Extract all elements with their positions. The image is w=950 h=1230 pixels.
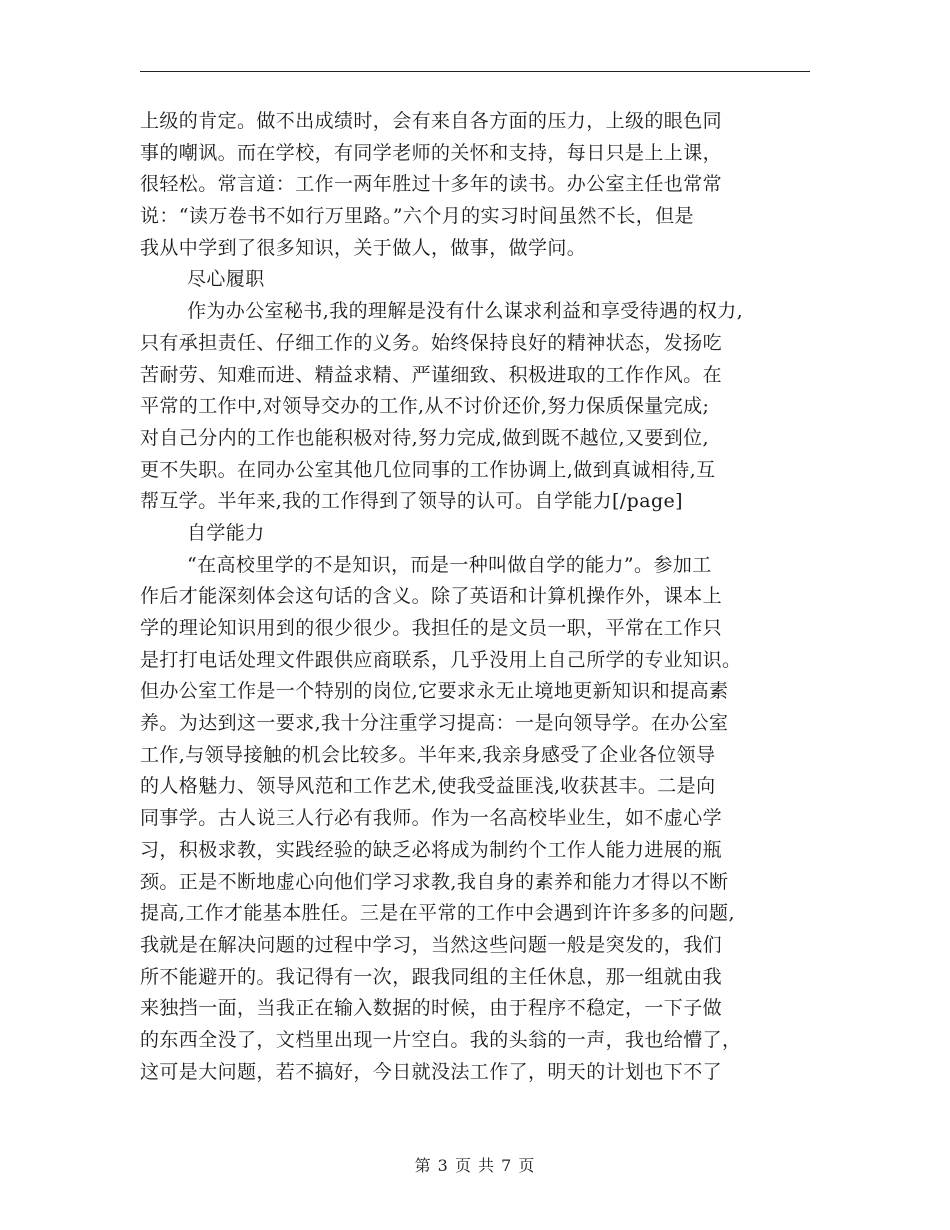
body-line: 苦耐劳、知难而进、精益求精、严谨细致、积极进取的工作作风。在 <box>140 363 723 386</box>
body-line: 但办公室工作是一个特别的岗位,它要求永无止境地更新知识和提高素 <box>140 680 729 703</box>
body-line: 这可是大问题，若不搞好，今日就没法工作了，明天的计划也下不了 <box>140 1060 723 1083</box>
section-heading: 尽心履职 <box>187 268 265 291</box>
body-line: 对自己分内的工作也能积极对待,努力完成,做到既不越位,又要到位, <box>140 426 709 449</box>
body-line: 很轻松。常言道：工作一两年胜过十多年的读书。办公室主任也常常 <box>140 173 723 196</box>
body-line: 学的理论知识用到的很少很少。我担任的是文员一职，平常在工作只 <box>140 617 723 639</box>
body-line: 说：“读万卷书不如行万里路。”六个月的实习时间虽然不长，但是 <box>140 205 694 228</box>
body-line: 习，积极求教，实践经验的缺乏必将成为制约个工作人能力进展的瓶 <box>140 838 723 861</box>
paragraph-first-line: “在高校里学的不是知识，而是一种叫做自学的能力”。参加工 <box>187 553 712 576</box>
body-line: 上级的肯定。做不出成绩时，会有来自各方面的压力，上级的眼色同 <box>140 110 723 132</box>
body-line: 的东西全没了，文档里出现一片空白。我的头翁的一声，我也给懵了， <box>140 1028 742 1051</box>
paragraph-first-line: 作为办公室秘书,我的理解是没有什么谋求利益和享受待遇的权力, <box>187 300 744 323</box>
body-line: 是打打电话处理文件跟供应商联系，几乎没用上自己所学的专业知识。 <box>140 648 742 671</box>
body-line: 作后才能深刻体会这句话的含义。除了英语和计算机操作外，课本上 <box>140 585 723 608</box>
body-line: 的人格魅力、领导风范和工作艺术,使我受益匪浅,收获甚丰。二是向 <box>140 775 716 798</box>
page-number-footer: 第 3 页 共 7 页 <box>414 1156 536 1175</box>
body-line: 我就是在解决问题的过程中学习，当然这些问题一般是突发的，我们 <box>140 933 723 956</box>
body-line: 帮互学。半年来,我的工作得到了领导的认可。自学能力[/page] <box>140 490 683 513</box>
body-line: 同事学。古人说三人行必有我师。作为一名高校毕业生，如不虚心学 <box>140 807 723 830</box>
header-divider <box>140 71 810 72</box>
body-line: 平常的工作中,对领导交办的工作,从不讨价还价,努力保质保量完成; <box>140 395 710 418</box>
body-line: 只有承担责任、仔细工作的义务。始终保持良好的精神状态，发扬吃 <box>140 331 723 354</box>
body-line: 事的嘲讽。而在学校，有同学老师的关怀和支持，每日只是上上课， <box>140 141 723 164</box>
body-line: 工作,与领导接触的机会比较多。半年来,我亲身感受了企业各位领导 <box>140 743 716 766</box>
body-line: 所不能避开的。我记得有一次，跟我同组的主任休息，那一组就由我 <box>140 965 723 988</box>
section-heading: 自学能力 <box>187 521 265 544</box>
body-line: 提高,工作才能基本胜任。三是在平常的工作中会遇到许许多多的问题, <box>140 902 735 925</box>
body-line: 我从中学到了很多知识，关于做人，做事，做学问。 <box>140 236 587 259</box>
body-line: 颈。正是不断地虚心向他们学习求教,我自身的素养和能力才得以不断 <box>140 870 729 893</box>
document-body <box>140 106 812 1088</box>
body-line: 养。为达到这一要求,我十分注重学习提高：一是向领导学。在办公室 <box>140 712 729 735</box>
body-line: 更不失职。在同办公室其他几位同事的工作协调上,做到真诚相待,互 <box>140 458 716 481</box>
body-line: 来独挡一面，当我正在输入数据的时候，由于程序不稳定，一下子做 <box>140 997 723 1020</box>
